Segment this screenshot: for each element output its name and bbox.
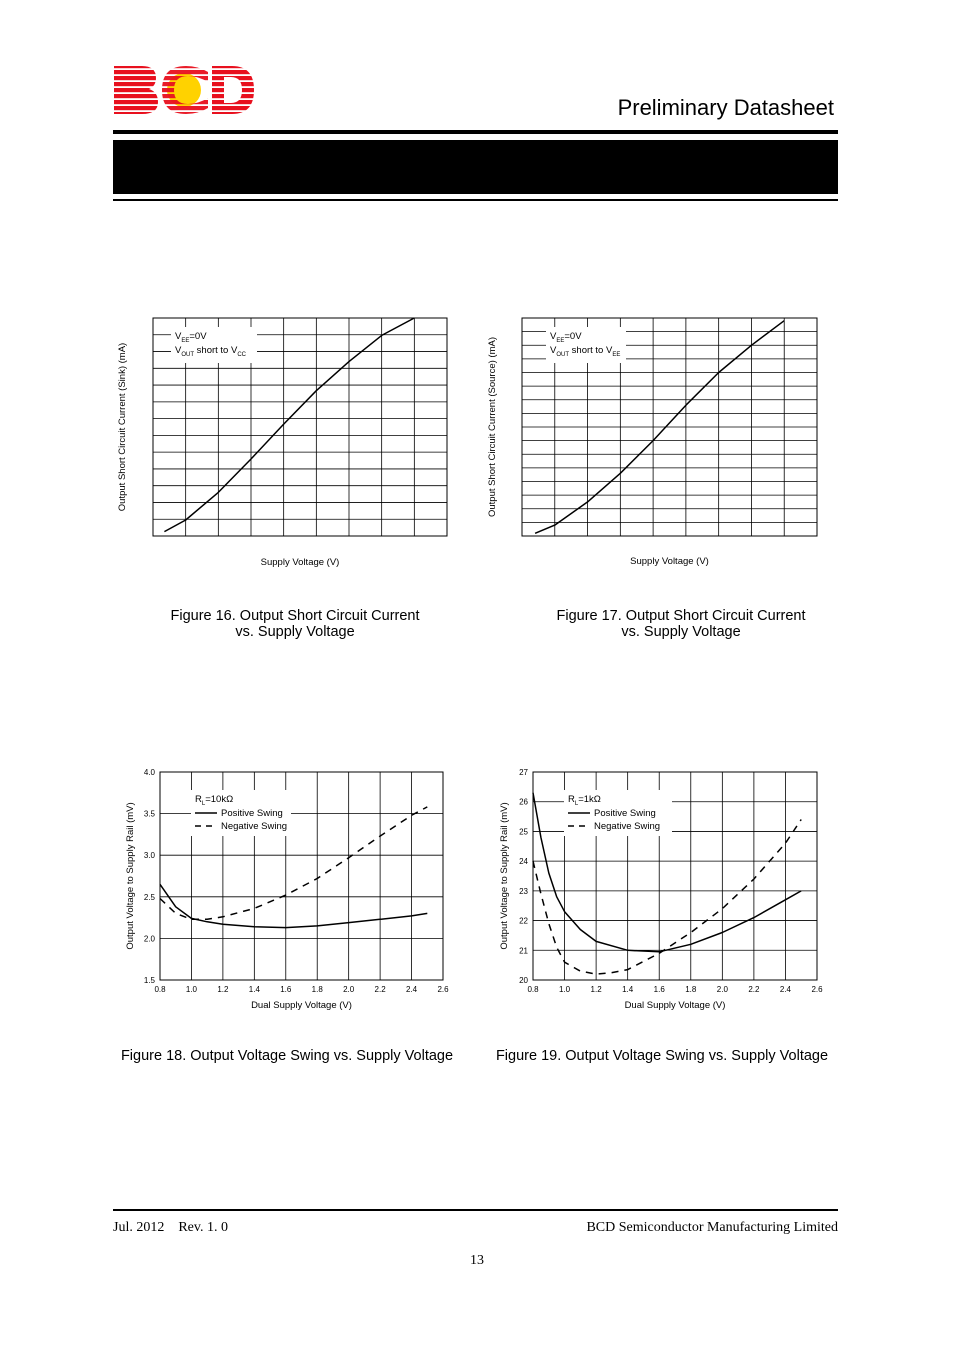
y-tick-label: 22 — [519, 916, 528, 926]
y-axis-label: Output Short Circuit Current (Source) (mA) — [487, 336, 498, 518]
x-tick-label: 1.2 — [217, 985, 229, 994]
annotation-subscript: OUT — [181, 352, 195, 358]
x-tick-label: 1.4 — [248, 985, 260, 994]
legend-entry: Negative Swing — [594, 821, 661, 832]
annotation-main: V — [550, 331, 557, 342]
x-tick-label: 1.6 — [653, 985, 665, 994]
x-tick-label: 0.8 — [527, 985, 539, 994]
annotation-rest: =0V — [564, 331, 582, 342]
caption-line: Figure 19. Output Voltage Swing vs. Supply Voltage — [495, 1048, 829, 1064]
figure-18-caption — [112, 1048, 462, 1064]
y-tick-label: 2.5 — [143, 892, 155, 902]
x-tick-label: 1.6 — [280, 985, 292, 994]
y-tick-label: 25 — [519, 827, 528, 837]
y-tick-label: 20 — [519, 976, 528, 985]
y-tick-label: 23 — [519, 886, 528, 896]
series-line — [533, 820, 801, 975]
x-tick-label: 2.4 — [779, 985, 792, 994]
legend-entry: Positive Swing — [594, 808, 656, 819]
y-tick-label: 27 — [519, 768, 528, 777]
x-tick-label: 2.2 — [374, 985, 386, 994]
section-title-band — [113, 140, 838, 194]
annotation-rest: short to V — [194, 345, 238, 356]
x-tick-label: 2.0 — [343, 985, 355, 994]
logo-letter-b — [114, 66, 158, 114]
x-tick-label: 2.0 — [716, 985, 728, 994]
x-tick-label: 2.4 — [405, 985, 418, 994]
figure-19-caption — [487, 1048, 837, 1064]
chart-figure-16 — [105, 305, 465, 580]
x-tick-label: 1.0 — [558, 985, 571, 994]
annotation-rest: =1kΩ — [578, 794, 601, 805]
x-tick-label: 1.4 — [622, 985, 634, 994]
caption-line: vs. Supply Voltage — [235, 624, 355, 640]
y-tick-label: 4.0 — [143, 768, 155, 777]
y-tick-label: 1.5 — [143, 976, 155, 985]
page-number: 13 — [470, 1253, 484, 1268]
x-tick-label: 1.8 — [685, 985, 697, 994]
figure-16-caption — [145, 608, 445, 640]
x-tick-label: 2.2 — [748, 985, 760, 994]
legend-entry: Negative Swing — [221, 821, 288, 832]
y-axis-label: Output Voltage to Supply Rail (mV) — [499, 802, 510, 950]
annotation-main: V — [175, 345, 182, 356]
legend-entry: Positive Swing — [221, 808, 283, 819]
footer-company: BCD Semiconductor Manufacturing Limited — [586, 1220, 838, 1235]
annotation-rest: =0V — [189, 331, 207, 342]
y-tick-label: 3.0 — [143, 851, 155, 861]
chart-figure-18 — [105, 760, 465, 1020]
logo-letter-d — [212, 66, 254, 114]
y-tick-label: 21 — [519, 946, 528, 956]
annotation-main: V — [175, 331, 182, 342]
y-tick-label: 3.5 — [143, 809, 155, 819]
header-rule-bottom — [113, 199, 838, 201]
x-tick-label: 0.8 — [154, 985, 166, 994]
y-tick-label: 2.0 — [143, 934, 155, 944]
y-tick-label: 24 — [519, 857, 528, 867]
x-tick-label: 1.8 — [311, 985, 323, 994]
annotation-subscript: EE — [181, 338, 190, 344]
y-axis-label: Output Short Circuit Current (Sink) (mA) — [117, 342, 128, 512]
x-axis-label: Supply Voltage (V) — [630, 556, 709, 567]
annotation-subscript: EE — [612, 352, 621, 358]
annotation-main: V — [550, 345, 557, 356]
caption-line: Figure 18. Output Voltage Swing vs. Supply Voltage — [120, 1048, 454, 1064]
annotation-main: R — [568, 794, 575, 805]
x-axis-label: Dual Supply Voltage (V) — [624, 1000, 726, 1011]
annotation-main: R — [195, 794, 202, 805]
x-tick-label: 2.6 — [437, 985, 449, 994]
annotation-rest: short to V — [569, 345, 613, 356]
annotation-subscript: OUT — [556, 352, 570, 358]
chart-figure-17 — [480, 305, 840, 580]
header-rule — [113, 130, 838, 134]
caption-line: Figure 17. Output Short Circuit Current — [556, 608, 806, 624]
annotation-subscript: CC — [237, 352, 246, 358]
x-tick-label: 1.2 — [590, 985, 602, 994]
document-title: Preliminary Datasheet — [617, 95, 834, 120]
y-tick-label: 26 — [519, 797, 528, 807]
x-axis-label: Dual Supply Voltage (V) — [251, 1000, 352, 1011]
y-axis-label: Output Voltage to Supply Rail (mV) — [125, 802, 136, 950]
x-tick-label: 1.0 — [185, 985, 198, 994]
annotation-subscript: L — [574, 801, 579, 807]
annotation-subscript: EE — [556, 338, 565, 344]
figure-17-caption — [531, 608, 831, 640]
footer-rule — [113, 1209, 838, 1211]
caption-line: vs. Supply Voltage — [621, 624, 741, 640]
caption-line: Figure 16. Output Short Circuit Current — [170, 608, 420, 624]
footer-date-revision: Jul. 2012 Rev. 1. 0 — [113, 1220, 228, 1235]
annotation-subscript: L — [201, 801, 206, 807]
x-axis-label: Supply Voltage (V) — [260, 557, 340, 568]
annotation-rest: =10kΩ — [205, 794, 234, 805]
chart-figure-19 — [480, 760, 840, 1020]
x-tick-label: 2.6 — [811, 985, 823, 994]
bcd-logo — [112, 64, 256, 116]
